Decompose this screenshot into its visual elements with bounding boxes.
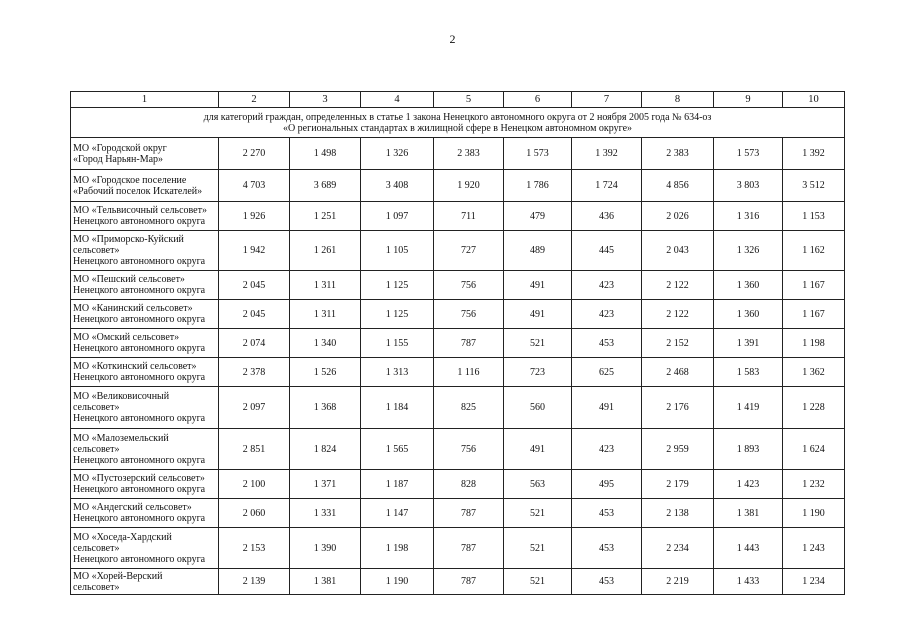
municipality-name xyxy=(71,358,219,387)
column-header: 8 xyxy=(642,92,714,108)
value-cell: 825 xyxy=(434,387,504,429)
municipality-name-line: МО «Хорей-Верский xyxy=(73,570,163,582)
value-cell: 1 381 xyxy=(290,569,361,595)
value-cell: 2 219 xyxy=(642,569,714,595)
municipality-name-line: МО «Коткинский сельсовет» xyxy=(73,361,197,372)
table-row xyxy=(71,569,845,595)
value-cell: 423 xyxy=(572,429,642,470)
value-cell: 2 234 xyxy=(642,528,714,569)
municipality-name-line: сельсовет» xyxy=(73,443,120,455)
value-cell: 2 383 xyxy=(642,138,714,170)
table-caption xyxy=(71,108,845,138)
value-cell: 1 423 xyxy=(714,470,783,499)
value-cell: 756 xyxy=(434,271,504,300)
table-row xyxy=(71,499,845,528)
value-cell: 2 060 xyxy=(219,499,290,528)
caption-line: для категорий граждан, определенных в статье 1 закона Ненецкого автономного округа от 2 ноября 2005 года № 634-оз xyxy=(203,111,712,123)
value-cell: 1 573 xyxy=(504,138,572,170)
column-header: 4 xyxy=(361,92,434,108)
value-cell: 2 122 xyxy=(642,271,714,300)
value-cell: 1 368 xyxy=(290,387,361,429)
value-cell: 2 122 xyxy=(642,300,714,329)
value-cell: 1 392 xyxy=(783,138,845,170)
municipality-name xyxy=(71,329,219,358)
value-cell: 1 573 xyxy=(714,138,783,170)
value-cell: 625 xyxy=(572,358,642,387)
value-cell: 1 942 xyxy=(219,231,290,271)
value-cell: 2 026 xyxy=(642,202,714,231)
value-cell: 1 565 xyxy=(361,429,434,470)
value-cell: 1 313 xyxy=(361,358,434,387)
value-cell: 1 155 xyxy=(361,329,434,358)
municipality-name xyxy=(71,569,219,595)
value-cell: 1 433 xyxy=(714,569,783,595)
municipality-name-line: сельсовет» xyxy=(73,542,120,554)
value-cell: 1 184 xyxy=(361,387,434,429)
value-cell: 560 xyxy=(504,387,572,429)
value-cell: 1 526 xyxy=(290,358,361,387)
value-cell: 756 xyxy=(434,429,504,470)
value-cell: 1 190 xyxy=(361,569,434,595)
municipality-name-line: Ненецкого автономного округа xyxy=(73,553,206,565)
value-cell: 4 856 xyxy=(642,170,714,202)
municipality-name-line: Ненецкого автономного округа xyxy=(73,413,206,424)
value-cell: 1 167 xyxy=(783,300,845,329)
municipality-name-line: МО «Тельвисочный сельсовет» xyxy=(73,205,207,216)
value-cell: 453 xyxy=(572,499,642,528)
municipality-name-line: МО «Пустозерский сельсовет» xyxy=(73,473,205,484)
value-cell: 1 360 xyxy=(714,300,783,329)
value-cell: 723 xyxy=(504,358,572,387)
value-cell: 1 311 xyxy=(290,271,361,300)
value-cell: 1 116 xyxy=(434,358,504,387)
municipality-name xyxy=(71,170,219,202)
column-header: 1 xyxy=(71,92,219,108)
municipality-name-line: МО «Пешский сельсовет» xyxy=(73,274,185,285)
municipality-name-line: сельсовет» xyxy=(73,245,120,256)
municipality-name-line: МО «Омский сельсовет» xyxy=(73,332,180,343)
column-header: 10 xyxy=(783,92,845,108)
value-cell: 1 311 xyxy=(290,300,361,329)
value-cell: 2 959 xyxy=(642,429,714,470)
value-cell: 453 xyxy=(572,569,642,595)
value-cell: 2 045 xyxy=(219,271,290,300)
value-cell: 1 198 xyxy=(361,528,434,569)
value-cell: 1 724 xyxy=(572,170,642,202)
value-cell: 423 xyxy=(572,271,642,300)
municipality-name-line: Ненецкого автономного округа xyxy=(73,513,206,524)
value-cell: 727 xyxy=(434,231,504,271)
value-cell: 1 786 xyxy=(504,170,572,202)
value-cell: 787 xyxy=(434,329,504,358)
value-cell: 491 xyxy=(504,271,572,300)
value-cell: 1 340 xyxy=(290,329,361,358)
table-row xyxy=(71,138,845,170)
municipality-name-line: МО «Канинский сельсовет» xyxy=(73,303,193,314)
value-cell: 1 105 xyxy=(361,231,434,271)
value-cell: 1 583 xyxy=(714,358,783,387)
value-cell: 1 390 xyxy=(290,528,361,569)
value-cell: 521 xyxy=(504,528,572,569)
value-cell: 787 xyxy=(434,569,504,595)
value-cell: 3 512 xyxy=(783,170,845,202)
municipality-name-line: Ненецкого автономного округа xyxy=(73,285,206,296)
value-cell: 2 139 xyxy=(219,569,290,595)
municipality-name-line: Ненецкого автономного округа xyxy=(73,372,206,383)
column-number-row xyxy=(71,92,845,108)
value-cell: 787 xyxy=(434,528,504,569)
value-cell: 711 xyxy=(434,202,504,231)
value-cell: 521 xyxy=(504,329,572,358)
value-cell: 1 251 xyxy=(290,202,361,231)
column-header: 6 xyxy=(504,92,572,108)
value-cell: 521 xyxy=(504,569,572,595)
municipality-name-line: «Рабочий поселок Искателей» xyxy=(73,185,203,197)
value-cell: 1 162 xyxy=(783,231,845,271)
municipality-name-line: сельсовет» xyxy=(73,402,120,413)
value-cell: 1 234 xyxy=(783,569,845,595)
value-cell: 1 326 xyxy=(714,231,783,271)
column-header: 7 xyxy=(572,92,642,108)
table-row xyxy=(71,387,845,429)
value-cell: 1 125 xyxy=(361,271,434,300)
value-cell: 1 261 xyxy=(290,231,361,271)
table-row xyxy=(71,170,845,202)
municipality-name-line: Ненецкого автономного округа xyxy=(73,484,206,495)
value-cell: 1 360 xyxy=(714,271,783,300)
value-cell: 2 851 xyxy=(219,429,290,470)
municipality-name-line: Ненецкого автономного округа xyxy=(73,216,206,227)
value-cell: 3 803 xyxy=(714,170,783,202)
value-cell: 436 xyxy=(572,202,642,231)
municipality-name-line: МО «Городской округ xyxy=(73,142,167,154)
value-cell: 4 703 xyxy=(219,170,290,202)
municipality-name-line: «Город Нарьян-Мар» xyxy=(73,153,164,165)
municipality-name xyxy=(71,499,219,528)
municipality-name xyxy=(71,387,219,429)
municipality-name xyxy=(71,138,219,170)
value-cell: 453 xyxy=(572,329,642,358)
value-cell: 2 100 xyxy=(219,470,290,499)
table-row xyxy=(71,271,845,300)
value-cell: 1 624 xyxy=(783,429,845,470)
value-cell: 2 152 xyxy=(642,329,714,358)
value-cell: 1 926 xyxy=(219,202,290,231)
column-header: 2 xyxy=(219,92,290,108)
value-cell: 2 176 xyxy=(642,387,714,429)
table-row xyxy=(71,470,845,499)
column-header: 9 xyxy=(714,92,783,108)
municipality-name-line: МО «Великовисочный xyxy=(73,391,170,402)
table-row xyxy=(71,202,845,231)
value-cell: 1 392 xyxy=(572,138,642,170)
value-cell: 2 097 xyxy=(219,387,290,429)
value-cell: 489 xyxy=(504,231,572,271)
value-cell: 828 xyxy=(434,470,504,499)
value-cell: 1 243 xyxy=(783,528,845,569)
municipality-name-line: МО «Городское поселение xyxy=(73,174,187,186)
value-cell: 1 893 xyxy=(714,429,783,470)
value-cell: 756 xyxy=(434,300,504,329)
value-cell: 1 228 xyxy=(783,387,845,429)
table-row xyxy=(71,528,845,569)
value-cell: 1 498 xyxy=(290,138,361,170)
value-cell: 563 xyxy=(504,470,572,499)
value-cell: 787 xyxy=(434,499,504,528)
value-cell: 479 xyxy=(504,202,572,231)
value-cell: 1 187 xyxy=(361,470,434,499)
caption-row xyxy=(71,108,845,138)
value-cell: 2 138 xyxy=(642,499,714,528)
municipality-name xyxy=(71,231,219,271)
value-cell: 2 468 xyxy=(642,358,714,387)
page-number: 2 xyxy=(449,32,456,46)
value-cell: 1 326 xyxy=(361,138,434,170)
municipality-name xyxy=(71,470,219,499)
municipality-name xyxy=(71,300,219,329)
table-row xyxy=(71,300,845,329)
municipality-name-line: Ненецкого автономного округа xyxy=(73,314,206,325)
value-cell: 491 xyxy=(504,429,572,470)
housing-standards-table xyxy=(70,91,845,595)
municipality-name-line: МО «Малоземельский xyxy=(73,432,169,444)
municipality-name-line: Ненецкого автономного округа xyxy=(73,256,206,267)
municipality-name xyxy=(71,429,219,470)
value-cell: 1 419 xyxy=(714,387,783,429)
municipality-name-line: МО «Приморско-Куйский xyxy=(73,234,184,245)
value-cell: 1 190 xyxy=(783,499,845,528)
value-cell: 2 153 xyxy=(219,528,290,569)
value-cell: 423 xyxy=(572,300,642,329)
municipality-name-line: Ненецкого автономного округа xyxy=(73,454,206,466)
value-cell: 2 043 xyxy=(642,231,714,271)
value-cell: 2 383 xyxy=(434,138,504,170)
value-cell: 1 920 xyxy=(434,170,504,202)
value-cell: 445 xyxy=(572,231,642,271)
value-cell: 1 316 xyxy=(714,202,783,231)
table-row xyxy=(71,231,845,271)
value-cell: 453 xyxy=(572,528,642,569)
municipality-name-line: Ненецкого автономного округа xyxy=(73,343,206,354)
value-cell: 1 147 xyxy=(361,499,434,528)
municipality-name-line: МО «Андегский сельсовет» xyxy=(73,502,192,513)
municipality-name-line: МО «Хоседа-Хардский xyxy=(73,531,172,543)
municipality-name-line: сельсовет» xyxy=(73,581,120,593)
value-cell: 2 074 xyxy=(219,329,290,358)
value-cell: 1 125 xyxy=(361,300,434,329)
value-cell: 1 331 xyxy=(290,499,361,528)
table-body xyxy=(71,92,845,595)
value-cell: 3 408 xyxy=(361,170,434,202)
caption-line: «О региональных стандартах в жилищной сфере в Ненецком автономном округе» xyxy=(282,122,633,134)
municipality-name xyxy=(71,202,219,231)
value-cell: 1 371 xyxy=(290,470,361,499)
value-cell: 495 xyxy=(572,470,642,499)
value-cell: 1 167 xyxy=(783,271,845,300)
value-cell: 2 045 xyxy=(219,300,290,329)
value-cell: 3 689 xyxy=(290,170,361,202)
municipality-name xyxy=(71,528,219,569)
value-cell: 1 198 xyxy=(783,329,845,358)
value-cell: 491 xyxy=(572,387,642,429)
value-cell: 521 xyxy=(504,499,572,528)
value-cell: 2 378 xyxy=(219,358,290,387)
column-header: 5 xyxy=(434,92,504,108)
value-cell: 1 232 xyxy=(783,470,845,499)
value-cell: 1 381 xyxy=(714,499,783,528)
table-row xyxy=(71,429,845,470)
value-cell: 1 443 xyxy=(714,528,783,569)
value-cell: 2 179 xyxy=(642,470,714,499)
value-cell: 1 153 xyxy=(783,202,845,231)
value-cell: 1 824 xyxy=(290,429,361,470)
municipality-name xyxy=(71,271,219,300)
value-cell: 1 391 xyxy=(714,329,783,358)
value-cell: 1 362 xyxy=(783,358,845,387)
value-cell: 491 xyxy=(504,300,572,329)
value-cell: 2 270 xyxy=(219,138,290,170)
table-row xyxy=(71,329,845,358)
column-header: 3 xyxy=(290,92,361,108)
value-cell: 1 097 xyxy=(361,202,434,231)
table-row xyxy=(71,358,845,387)
